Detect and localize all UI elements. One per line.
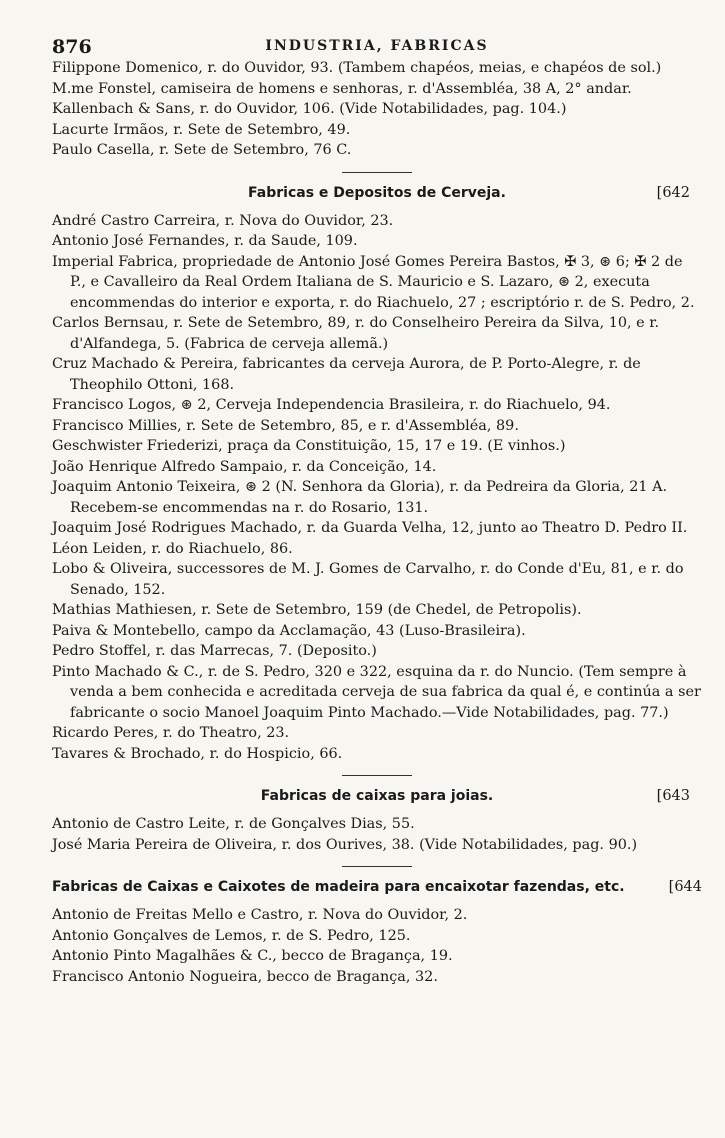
list-item: Carlos Bernsau, r. Sete de Setembro, 89, r. do Conselheiro Pereira da Silva, 10, e r. d'Alfandega, 5. (Fabrica de cerveja allemã.) <box>52 315 660 352</box>
list-item: Filippone Domenico, r. do Ouvidor, 93. (Tambem chapéos, meias, e chapéos de sol.) <box>52 60 662 76</box>
divider <box>342 775 412 776</box>
section-number: [644 <box>668 879 702 895</box>
list-item: Antonio de Freitas Mello e Castro, r. Nova do Ouvidor, 2. <box>52 907 468 923</box>
section-caixas-joias <box>52 788 702 855</box>
list-item: Imperial Fabrica, propriedade de Antonio José Gomes Pereira Bastos, ✠ 3, ⊛ 6; ✠ 2 de P., e Cavalleiro da Real Ordem Italiana de S. Mauricio e S. Lazaro, ⊛ 2, executa encommendas do interior e exporta, r. do Riachuelo, 27 ; escriptório r. de S. Pedro, 2. <box>52 253 695 311</box>
divider <box>342 866 412 867</box>
list-item: Lobo & Oliveira, successores de M. J. Gomes de Carvalho, r. do Conde d'Eu, 81, e r. do Senado, 152. <box>52 561 684 598</box>
list-item: Joaquim Antonio Teixeira, ⊛ 2 (N. Senhora da Gloria), r. da Pedreira da Gloria, 21 A. Recebem-se encommendas na r. do Rosario, 131. <box>52 479 668 516</box>
list-item: Paiva & Montebello, campo da Acclamação, 43 (Luso-Brasileira). <box>52 622 526 639</box>
section-title: Fabricas de Caixas e Caixotes de madeira para encaixotar fazendas, etc. <box>52 879 625 895</box>
list-item: Francisco Millies, r. Sete de Setembro, 85, e r. d'Assembléa, 89. <box>52 417 519 434</box>
section-heading <box>52 788 702 814</box>
list-item: Antonio Gonçalves de Lemos, r. de S. Pedro, 125. <box>52 927 411 944</box>
list-item: André Castro Carreira, r. Nova do Ouvidor, 23. <box>52 212 394 229</box>
list-item: Mathias Mathiesen, r. Sete de Setembro, 159 (de Chedel, de Petropolis). <box>52 602 582 618</box>
section-title: Fabricas e Depositos de Cerveja. <box>248 184 506 201</box>
section-caixotes <box>52 879 702 987</box>
list-item: Cruz Machado & Pereira, fabricantes da cerveja Aurora, de P. Porto-Alegre, r. de Theophilo Ottoni, 168. <box>52 356 641 393</box>
section-number: [643 <box>656 788 690 804</box>
list-item: Pinto Machado & C., r. de S. Pedro, 320 e 322, esquina da r. do Nuncio. (Tem sempre à venda a bem conhecida e acreditada cerveja de sua fabrica da qual é, e continúa a ser fabricante o socio Manoel Joaquim Pinto Machado.—Vide Notabilidades, pag. 77.) <box>52 663 701 721</box>
list-item: Joaquim José Rodrigues Machado, r. da Guarda Velha, 12, junto ao Theatro D. Pedro II. <box>52 520 688 536</box>
section-cerveja <box>52 185 702 765</box>
intro-list <box>52 58 702 161</box>
section-number: [642 <box>656 184 690 201</box>
list-item: Léon Leiden, r. do Riachuelo, 86. <box>52 540 293 557</box>
page-header <box>52 36 702 58</box>
list-item: José Maria Pereira de Oliveira, r. dos Ourives, 38. (Vide Notabilidades, pag. 90.) <box>52 836 638 853</box>
list-item: Francisco Logos, ⊛ 2, Cerveja Independencia Brasileira, r. do Riachuelo, 94. <box>52 397 611 413</box>
section-title: Fabricas de caixas para joias. <box>260 788 494 804</box>
section-heading <box>52 879 702 905</box>
list-item: Antonio José Fernandes, r. da Saude, 109. <box>52 233 358 249</box>
list-item: Geschwister Friederizi, praça da Constituição, 15, 17 e 19. (E vinhos.) <box>52 438 566 454</box>
list-item: M.me Fonstel, camiseira de homens e senhoras, r. d'Assembléa, 38 A, 2° andar. <box>52 80 632 97</box>
list-item: Kallenbach & Sans, r. do Ouvidor, 106. (Vide Notabilidades, pag. 104.) <box>52 101 567 117</box>
page <box>52 36 702 987</box>
list-item: Francisco Antonio Nogueira, becco de Bragança, 32. <box>52 968 438 985</box>
running-title: INDUSTRIA, FABRICAS <box>265 38 489 54</box>
list-item: Pedro Stoffel, r. das Marrecas, 7. (Deposito.) <box>52 643 377 659</box>
section-heading <box>52 185 702 211</box>
divider <box>342 172 412 173</box>
list-item: Lacurte Irmãos, r. Sete de Setembro, 49. <box>52 121 351 138</box>
list-item: Ricardo Peres, r. do Theatro, 23. <box>52 725 290 741</box>
list-item: João Henrique Alfredo Sampaio, r. da Conceição, 14. <box>52 458 437 475</box>
list-item: Antonio Pinto Magalhães & C., becco de Bragança, 19. <box>52 948 453 964</box>
list-item: Antonio de Castro Leite, r. de Gonçalves Dias, 55. <box>52 816 415 832</box>
list-item: Tavares & Brochado, r. do Hospicio, 66. <box>52 745 343 762</box>
list-item: Paulo Casella, r. Sete de Setembro, 76 C. <box>52 142 352 158</box>
page-number: 876 <box>52 36 92 58</box>
